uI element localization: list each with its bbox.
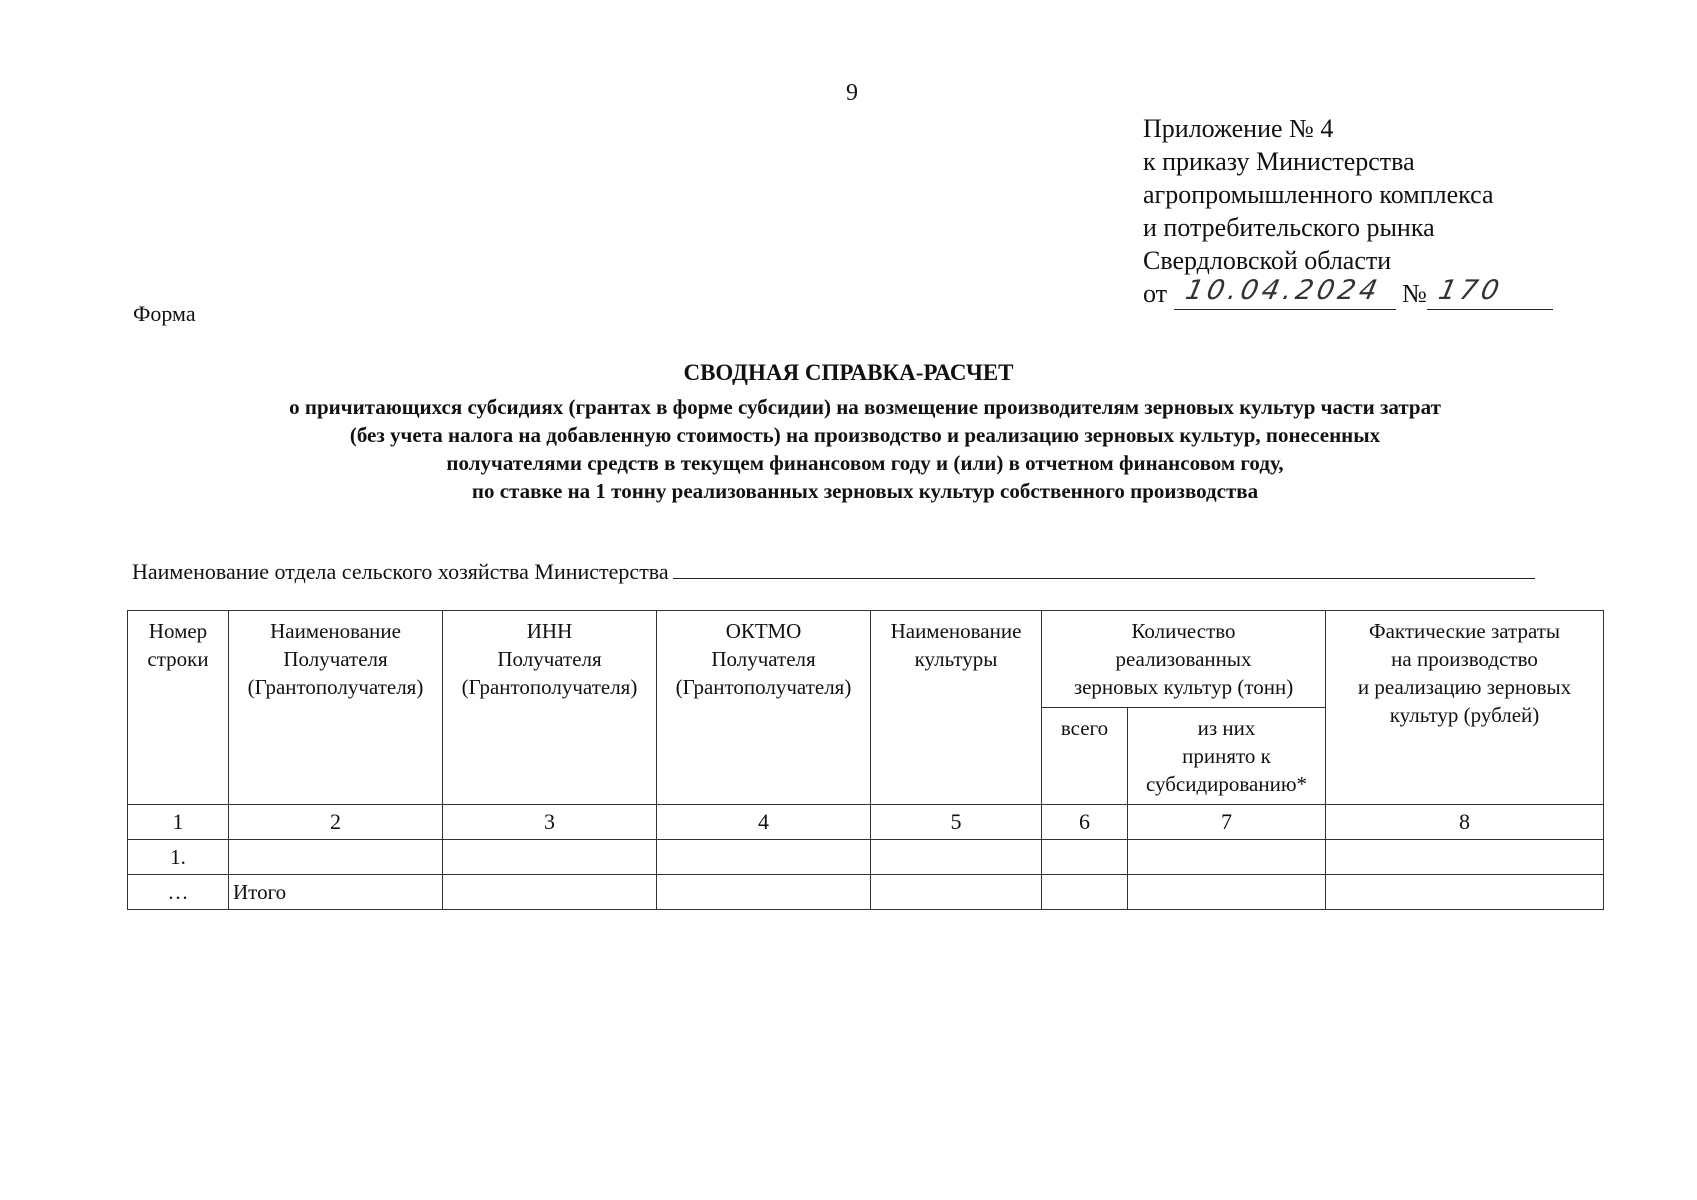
- page-number: 9: [846, 80, 858, 106]
- order-date-field: [1174, 275, 1396, 310]
- appendix-line: агропромышленного комплекса: [1143, 180, 1494, 209]
- column-number-row: [128, 805, 1604, 840]
- order-date-number-line: [1143, 277, 1553, 310]
- subtitle-line: получателями средств в текущем финансовом году и (или) в отчетном финансовом году,: [446, 451, 1284, 475]
- department-input-line[interactable]: [673, 556, 1535, 579]
- document-title: СВОДНАЯ СПРАВКА-РАСЧЕТ: [683, 360, 1014, 385]
- document-subtitle: [0, 393, 1697, 505]
- number-label: №: [1402, 279, 1427, 308]
- header-recipient-name: Наименование Получателя (Грантополучателя): [229, 611, 443, 805]
- column-number: 1: [128, 805, 229, 840]
- table-row: [128, 840, 1604, 875]
- table-cell[interactable]: Итого: [229, 875, 443, 910]
- header-quantity-total: всего: [1042, 708, 1128, 805]
- table-cell[interactable]: [1128, 840, 1326, 875]
- table-cell[interactable]: [1128, 875, 1326, 910]
- from-label: от: [1143, 279, 1168, 308]
- appendix-line: к приказу Министерства: [1143, 147, 1415, 176]
- department-row: [132, 556, 1535, 585]
- subtitle-line: о причитающихся субсидиях (грантах в форме субсидии) на возмещение производителям зерновых культур части затрат: [289, 395, 1441, 419]
- table-cell[interactable]: …: [128, 875, 229, 910]
- appendix-line: и потребительского рынка: [1143, 213, 1435, 242]
- table-cell[interactable]: [657, 875, 871, 910]
- table-cell[interactable]: 1.: [128, 840, 229, 875]
- table-cell[interactable]: [1042, 840, 1128, 875]
- subtitle-line: (без учета налога на добавленную стоимость) на производство и реализацию зерновых культур, понесенных: [349, 423, 1381, 447]
- header-quantity: Количество реализованных зерновых культур (тонн): [1042, 611, 1326, 708]
- table-cell[interactable]: [1326, 840, 1604, 875]
- table-cell[interactable]: [443, 840, 657, 875]
- order-number-handwritten: 170: [1435, 275, 1506, 306]
- column-number: 4: [657, 805, 871, 840]
- table-cell[interactable]: [1326, 875, 1604, 910]
- column-number: 6: [1042, 805, 1128, 840]
- header-crop-name: Наименование культуры: [871, 611, 1042, 805]
- header-quantity-accepted: из них принято к субсидированию*: [1128, 708, 1326, 805]
- table-cell[interactable]: [871, 875, 1042, 910]
- column-number: 2: [229, 805, 443, 840]
- header-oktmo: ОКТМО Получателя (Грантополучателя): [657, 611, 871, 805]
- header-actual-costs: Фактические затраты на производство и реализацию зерновых культур (рублей): [1326, 611, 1604, 805]
- appendix-block: [1143, 112, 1553, 310]
- form-label: Форма: [133, 301, 196, 326]
- column-number: 5: [871, 805, 1042, 840]
- column-number: 3: [443, 805, 657, 840]
- table-cell[interactable]: [657, 840, 871, 875]
- table-cell[interactable]: [871, 840, 1042, 875]
- order-number-field: [1427, 275, 1553, 310]
- department-label: Наименование отдела сельского хозяйства Министерства: [132, 559, 669, 584]
- table-cell[interactable]: [443, 875, 657, 910]
- header-row-number: Номер строки: [128, 611, 229, 805]
- header-inn: ИНН Получателя (Грантополучателя): [443, 611, 657, 805]
- column-number: 8: [1326, 805, 1604, 840]
- table-cell[interactable]: [229, 840, 443, 875]
- table-header-row: [128, 611, 1604, 708]
- order-date-handwritten: 10.04.2024: [1182, 275, 1384, 306]
- appendix-line: Свердловской области: [1143, 246, 1392, 275]
- table-row-total: [128, 875, 1604, 910]
- appendix-line: Приложение № 4: [1143, 114, 1334, 143]
- subtitle-line: по ставке на 1 тонну реализованных зерновых культур собственного производства: [471, 479, 1259, 503]
- calculation-table: [127, 610, 1604, 910]
- column-number: 7: [1128, 805, 1326, 840]
- table-cell[interactable]: [1042, 875, 1128, 910]
